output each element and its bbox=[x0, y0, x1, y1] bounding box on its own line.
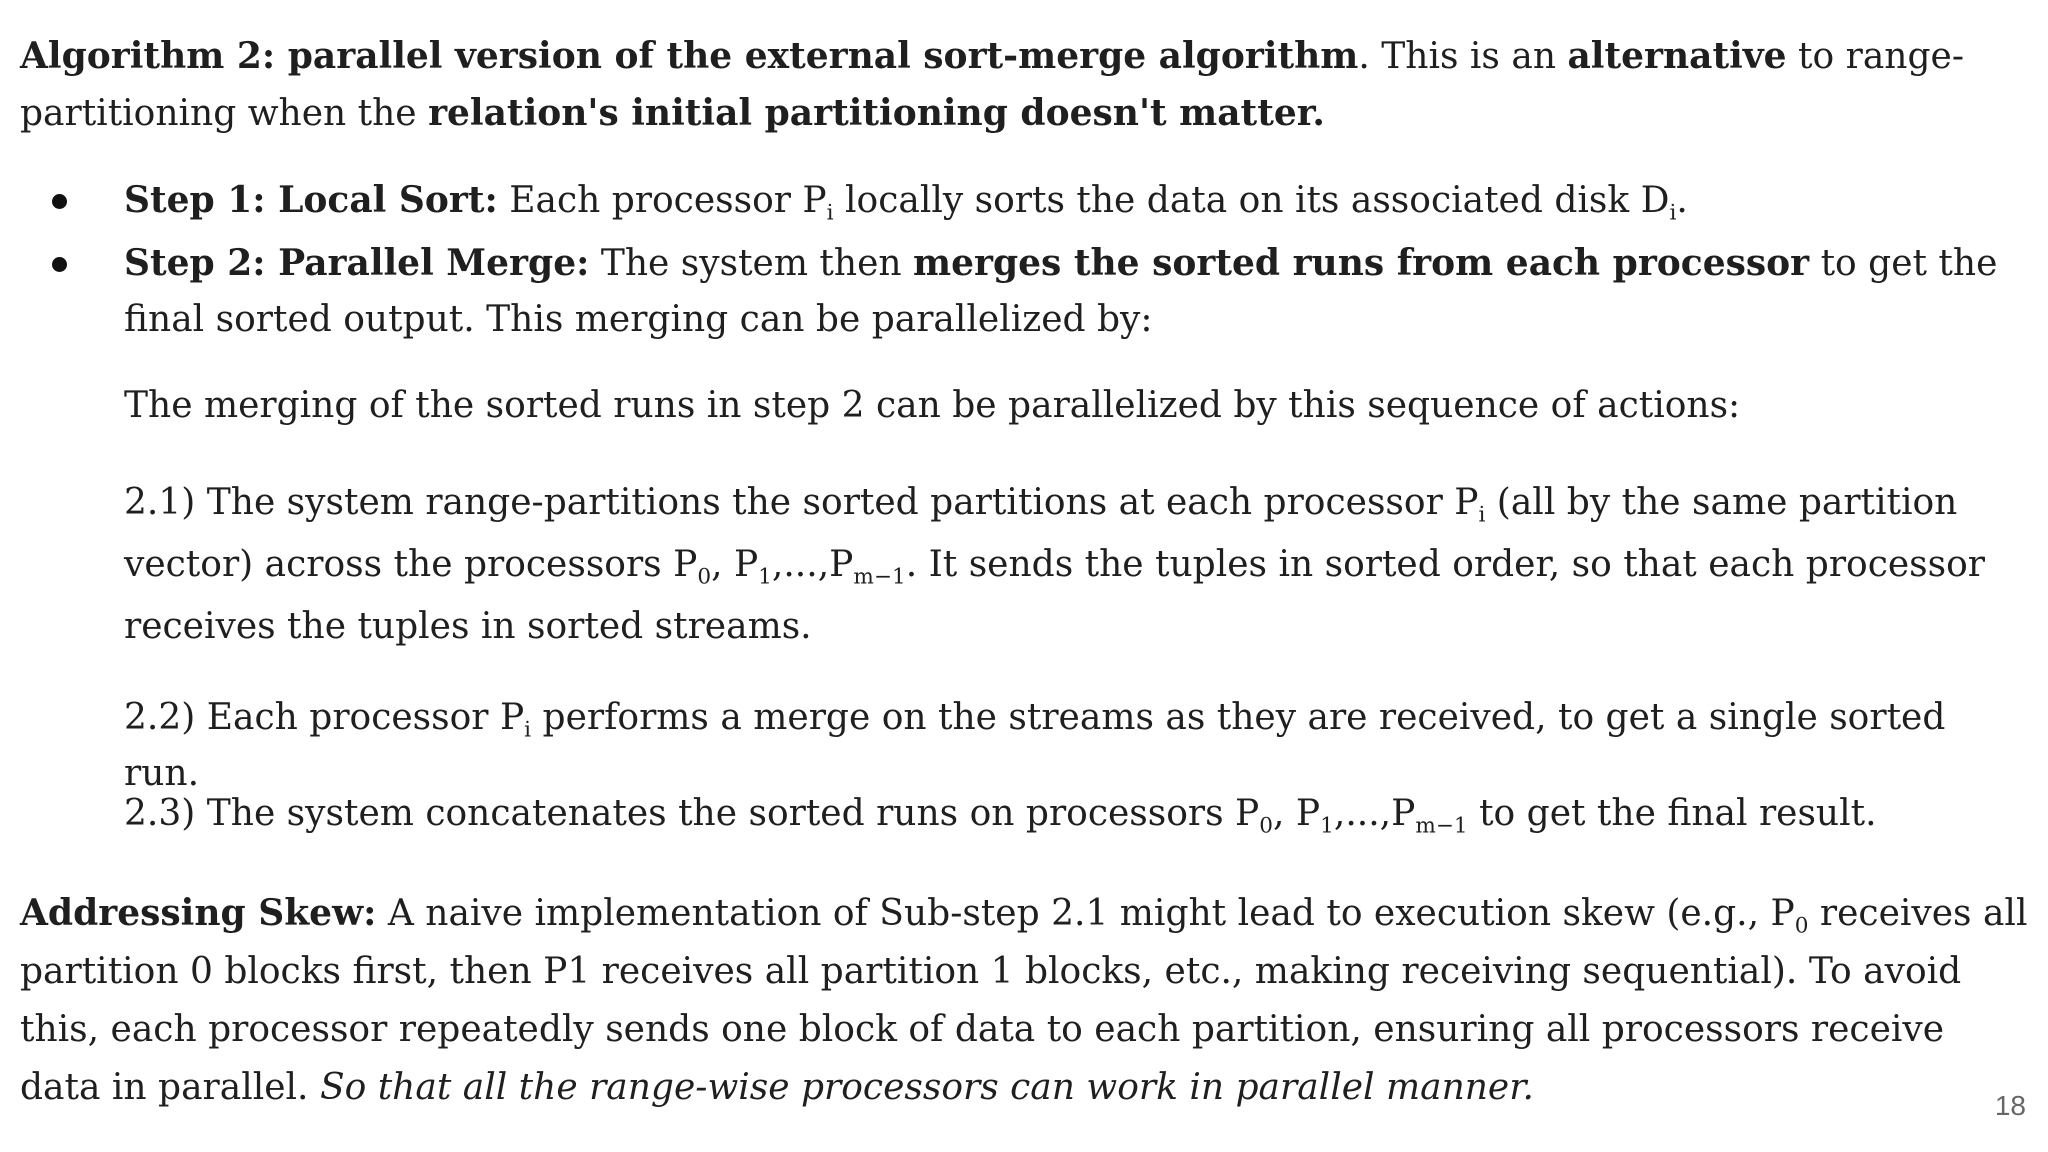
sub-step-2-3 bbox=[124, 786, 2024, 842]
sub-step-text: 2.2) Each processor P bbox=[124, 697, 525, 738]
skew-paragraph bbox=[20, 884, 2030, 1117]
sub-step-text: , P bbox=[711, 544, 759, 585]
subscript: 0 bbox=[1794, 913, 1809, 939]
step-text: Each processor P bbox=[497, 180, 827, 221]
step-text: . bbox=[1676, 180, 1688, 221]
intro-condition: relation's initial partitioning doesn't matter. bbox=[428, 92, 1325, 134]
subscript: i bbox=[826, 200, 834, 226]
sub-step-text: , P bbox=[1273, 793, 1321, 834]
skew-text: A naive implementation of Sub-step 2.1 might lead to execution skew (e.g., P bbox=[376, 893, 1795, 934]
subscript: 1 bbox=[1320, 813, 1334, 839]
page-number: 18 bbox=[1994, 1090, 2026, 1121]
steps-list bbox=[0, 172, 2040, 354]
sub-step-text: ,...,P bbox=[1333, 793, 1416, 834]
list-item bbox=[0, 172, 2040, 229]
sub-step-text: 2.3) The system concatenates the sorted runs on processors P bbox=[124, 793, 1260, 834]
sub-step-text: performs a merge on the streams as they are received, to get a single sorted run. bbox=[124, 697, 1946, 794]
sub-step-2-1 bbox=[124, 472, 2024, 658]
step-text: locally sorts the data on its associated disk D bbox=[833, 180, 1670, 221]
list-item bbox=[0, 235, 2040, 348]
algorithm-title: Algorithm 2: parallel version of the external sort-merge algorithm bbox=[20, 35, 1359, 77]
merge-lead-paragraph: The merging of the sorted runs in step 2 can be parallelized by this sequence of actions: bbox=[124, 385, 1741, 426]
subscript: 0 bbox=[1259, 813, 1274, 839]
bullet-icon bbox=[52, 194, 67, 209]
step-text: to get the final sorted output. This merging can be parallelized by: bbox=[124, 243, 1998, 340]
step-emphasis: merges the sorted runs from each processor bbox=[913, 242, 1810, 284]
subscript: i bbox=[1478, 502, 1486, 528]
subscript: m−1 bbox=[853, 564, 906, 590]
sub-step-text: 2.1) The system range-partitions the sorted partitions at each processor P bbox=[124, 482, 1479, 523]
step-label: Step 1: Local Sort: bbox=[124, 179, 498, 221]
subscript: 0 bbox=[697, 564, 712, 590]
sub-step-text: to get the final result. bbox=[1467, 793, 1877, 834]
intro-text: to range-partitioning when the bbox=[20, 36, 1964, 134]
bullet-icon bbox=[52, 257, 67, 272]
intro-alternative: alternative bbox=[1567, 35, 1787, 77]
sub-step-text: . It sends the tuples in sorted order, so that each processor receives the tuples in sorted streams. bbox=[124, 544, 1986, 647]
intro-paragraph bbox=[20, 28, 2030, 142]
sub-step-text: ,...,P bbox=[771, 544, 854, 585]
subscript: i bbox=[524, 717, 532, 743]
step-text: The system then bbox=[589, 243, 914, 284]
subscript: 1 bbox=[758, 564, 772, 590]
intro-text: . This is an bbox=[1358, 36, 1568, 77]
step-label: Step 2: Parallel Merge: bbox=[124, 242, 590, 284]
skew-italic-note: So that all the range-wise processors can work in parallel manner. bbox=[319, 1067, 1534, 1108]
subscript: i bbox=[1669, 200, 1677, 226]
subscript: m−1 bbox=[1415, 813, 1468, 839]
sub-step-text: (all by the same partition vector) across the processors P bbox=[124, 482, 1958, 585]
skew-label: Addressing Skew: bbox=[20, 892, 377, 934]
skew-text: receives all partition 0 blocks first, then P1 receives all partition 1 blocks, etc., making receiving sequential). To avoid this, each processor repeatedly sends one block of data to each partition, ensuring all processors receive data in parallel. bbox=[20, 893, 2028, 1108]
